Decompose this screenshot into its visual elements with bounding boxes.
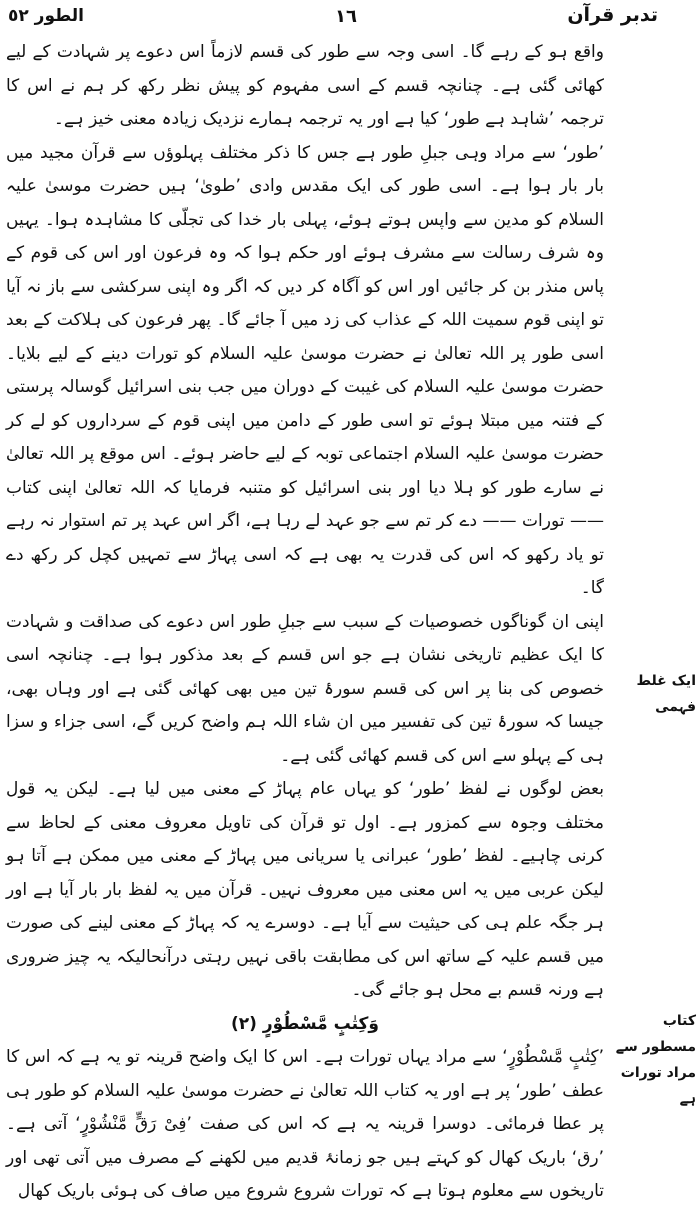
verse-quote: وَکِتٰبٍ مَّسْطُوْرٍ (٢) <box>231 1013 379 1034</box>
paragraph-3: اپنی ان گوناگوں خصوصیات کے سبب سے جبلِ طور اس دعوے کی صداقت و شہادت کا ایک عظیم تاریخی نشان ہے جو اس قسم کے بعد مذکور ہوا ہے۔ چنانچہ اسی خصوص کی بنا پر اس کی قسم سورۂ تین میں بھی کھائی گئی ہے اور وہاں بھی، جیسا کہ سورۂ تین کی تفسیر میں ان شاء اللہ ہم واضح کریں گے، اسی جزاء و سزا ہی کے پہلو سے اس کی قسم کھائی گئی ہے۔ <box>6 611 604 766</box>
page-header <box>0 0 700 40</box>
main-text <box>6 36 604 1201</box>
paragraph-1: واقع ہو کے رہے گا۔ اسی وجہ سے طور کی قسم لازماً اس دعوے پر شہادت کے لیے کھائی گئی ہے۔ چنانچہ قسم کے اسی مفہوم کو پیش نظر رکھ کر ہم نے اس کا ترجمہ ’شاہد ہے طور‘ کیا ہے اور یہ ترجمہ ہمارے نزدیک زیادہ معنی خیز ہے۔ <box>6 42 604 129</box>
paragraph-2: ’طور‘ سے مراد وہی جبلِ طور ہے جس کا ذکر مختلف پہلوؤں سے قرآن مجید میں بار بار ہوا ہے۔ اسی طور کی ایک مقدس وادی ’طویٰ‘ ہیں حضرت موسیٰ علیہ السلام کو مدین سے واپس ہوتے ہوئے، پہلی بار خدا کی تجلّی کا مشاہدہ ہوا۔ یہیں وہ شرف رسالت سے مشرف ہوئے اور حکم ہوا کہ وہ فرعون اور اس کی قوم کے پاس منذر بن کر جائیں اور اس کو آگاہ کر دیں کہ اگر وہ اپنی سرکشی سے باز نہ آیا تو اپنی قوم سمیت اللہ کے عذاب کی زد میں آ جائے گا۔ پھر فرعون کی ہلاکت کے بعد اسی طور پر اللہ تعالیٰ نے حضرت موسیٰ علیہ السلام کو تورات دینے کے لیے بلایا۔ حضرت موسیٰ علیہ السلام کی غیبت کے دوران میں جب بنی اسرائیل گوسالہ پرستی کے فتنہ میں مبتلا ہوئے تو اسی طور کے دامن میں اپنی قوم کے سرداروں کو لے کر حضرت موسیٰ علیہ السلام اجتماعی توبہ کے لیے حاضر ہوئے۔ اس موقع پر اللہ تعالیٰ نے سارے طور کو ہلا دیا اور بنی اسرائیل کو متنبہ فرمایا کہ اللہ تعالیٰ اپنی کتاب —— تورات —— دے کر تم سے جو عہد لے رہا ہے، اگر اس عہد پر تم استوار نہ رہے تو یاد رکھو کہ اس کی قدرت یہ بھی ہے کہ اسی پہاڑ سے تمہیں کچل کر رکھ دے گا۔ <box>6 142 604 598</box>
surah-label: الطور ٥٢ <box>8 6 84 26</box>
page-number: ١٦ <box>335 6 357 27</box>
margin-note-kitab-masttur: کتاب مسطور سے مراد تورات ہے <box>615 1013 696 1107</box>
paragraph-4: بعض لوگوں نے لفظ ’طور‘ کو یہاں عام پہاڑ کے معنی میں لیا ہے۔ لیکن یہ قول مختلف وجوہ سے کمزور ہے۔ اول تو قرآن کی تاویل معروف معنی کے لحاظ سے کرنی چاہیے۔ لفظ ’طور‘ عبرانی یا سریانی میں پہاڑ کے معنی میں ممکن ہے آتا ہو لیکن عربی میں یہ اس معنی میں معروف نہیں۔ قرآن میں یہ لفظ بار بار آیا ہے اور ہر جگہ علم ہی کی حیثیت سے آیا ہے۔ دوسرے یہ کہ پہاڑ کے معنی لینے کی صورت میں قسم علیہ کے ساتھ اس کی مطابقت باقی نہیں رہتی درآنحالیکہ یہ چیز ضروری ہے ورنہ قسم بے محل ہو جائے گی۔ <box>6 779 604 1000</box>
book-title: تدبر قرآن <box>567 4 658 26</box>
margin-note-misconception: ایک غلط فہمی <box>636 673 696 715</box>
paragraph-5: ’کِتٰبٍ مَّسْطُوْرٍ‘ سے مراد یہاں تورات ہے۔ اس کا ایک واضح قرینہ تو یہ ہے کہ اس کا عطف ’طور‘ پر ہے اور یہ کتاب اللہ تعالیٰ نے حضرت موسیٰ علیہ السلام کو طور ہی پر عطا فرمائی۔ دوسرا قرینہ یہ ہے کہ اس کی صفت ’فِیْ رَقٍّ مَّنْشُوْرٍ‘ آتی ہے۔ ’رق‘ باریک کھال کو کہتے ہیں جو زمانۂ قدیم میں لکھنے کے مصرف میں آتی تھی اور تاریخوں سے معلوم ہوتا ہے کہ تورات شروع شروع میں صاف کی ہوئی باریک کھال <box>6 1047 604 1201</box>
